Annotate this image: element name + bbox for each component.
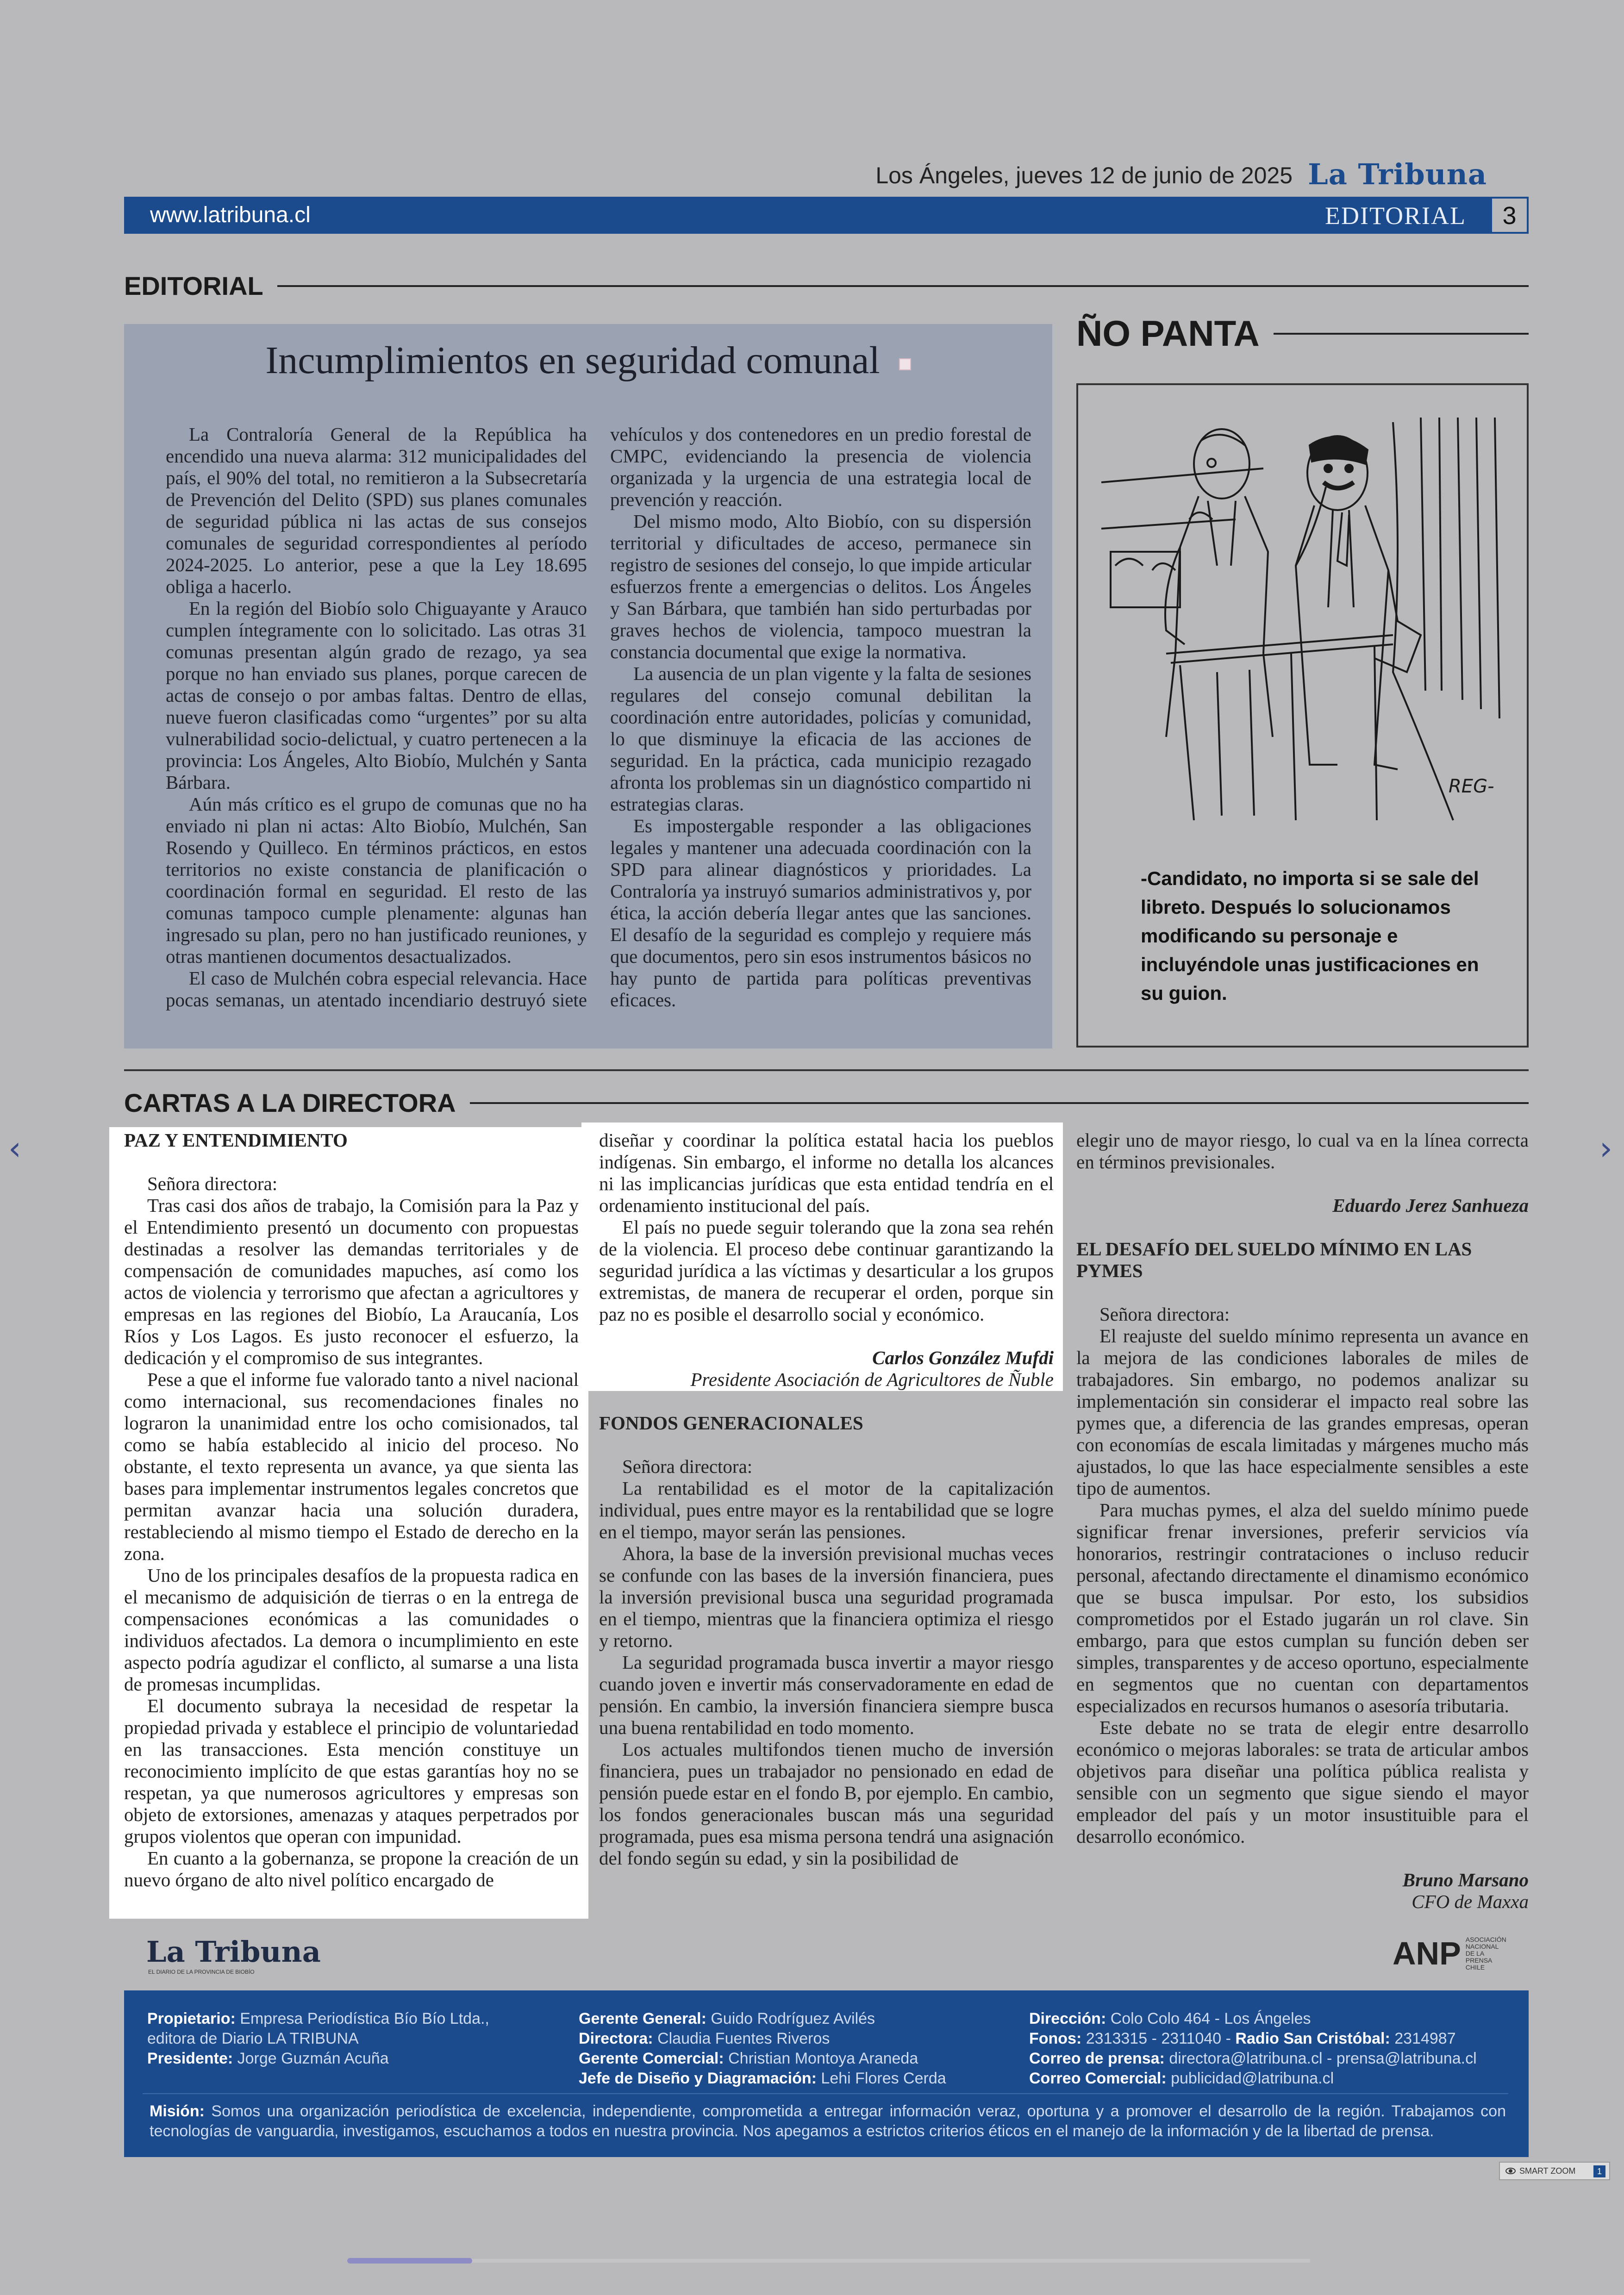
editorial-title-text: Incumplimientos en seguridad comunal: [265, 339, 880, 382]
editorial-paragraph: En la región del Biobío solo Chiguayante y Arauco cumplen íntegramente con lo solicitado. Las otras 31 comunas presentan algún grado de rezago, ya sea porque no han enviado sus planes, porque carecen de actas de consejo o por ambas faltas. Dentro de ellas, nueve fueron clasificadas como “urgentes” por su alta vulnerabilidad socio-delictual, y cuatro pertenecen a la provincia: Los Ángeles, Alto Biobío, Mulchén y Santa Bárbara.: [166, 598, 587, 793]
cartoon-section-head: [1076, 312, 1529, 355]
letter-paragraph: Tras casi dos años de trabajo, la Comisión para la Paz y el Entendimiento presentó un documento con propuestas destinadas a resolver las demandas territoriales y de compensación de comunidades mapuches, así como los actos de violencia y terrorismo que afectan a agricultores y empresas en las regiones del Biobío, La Araucanía, Los Ríos y Los Lagos. Es justo reconocer el esfuerzo, la dedicación y el compromiso de sus integrantes.: [124, 1195, 579, 1368]
editorial-paragraph: La ausencia de un plan vigente y la falta de sesiones regulares del consejo comunal debilitan la coordinación entre autoridades, policías y comunidad, lo que disminuye la eficacia de las acciones de seguridad. En la práctica, cada municipio rezagado afronta los problemas sin un diagnóstico compartido ni estrategias claras.: [610, 663, 1031, 815]
letter-paragraph: El país no puede seguir tolerando que la zona sea rehén de la violencia. El proceso debe continuar garantizando la seguridad jurídica a las víctimas y desarticular a los grupos extremistas, de manera de recuperar el orden, porque sin paz no es posible el desarrollo social y económico.: [599, 1216, 1054, 1325]
letter-paragraph: La seguridad programada busca invertir a mayor riesgo cuando joven e invertir más conservadoramente en edad de pensión. En cambio, la inversión financiera siempre busca una buena rentabilidad en todo momento.: [599, 1652, 1054, 1738]
date-line: Los Ángeles, jueves 12 de junio de 2025: [875, 162, 1293, 188]
imprint-label: Correo Comercial:: [1029, 2070, 1167, 2087]
section-rule: [470, 1102, 1529, 1104]
editorial-paragraph: El caso de Mulchén cobra especial relevancia. Hace pocas semanas, un atentado incendiario destruyó siete vehículos y dos contenedores en un predio forestal de CMPC, evidenciando la presencia de violencia organizada y la urgencia de una estrategia local de prevención y reacción.: [166, 424, 1031, 1010]
letter-paragraph: Pese a que el informe fue valorado tanto a nivel nacional como internacional, sus recomendaciones finales no lograron la unanimidad entre los ocho comisionados, tal como se había establecido al inicio del proceso. No obstante, el texto representa un avance, ya que sienta las bases para implementar instrumentos legales concretos que permitan avanzar hacia una solución duradera, restableciendo al mismo tiempo el Estado de derecho en la zona.: [124, 1369, 579, 1564]
imprint-footer: [124, 1990, 1529, 2157]
zoom-page-indicator: 1: [1593, 2165, 1605, 2177]
imprint-value: Empresa Periodística Bío Bío Ltda.,: [240, 2010, 489, 2027]
horizontal-scrollbar-thumb[interactable]: [347, 2258, 472, 2264]
smart-zoom-button[interactable]: [1499, 2162, 1610, 2180]
imprint-email[interactable]: directora@latribuna.cl - prensa@latribuna.cl: [1169, 2050, 1477, 2067]
horizontal-scrollbar-track[interactable]: [347, 2259, 1310, 2263]
imprint-value: Christian Montoya Araneda: [728, 2050, 918, 2067]
smart-zoom-label: SMART ZOOM: [1519, 2166, 1576, 2176]
cartoon-drawing: [1097, 413, 1509, 829]
imprint-label: Directora:: [579, 2030, 653, 2047]
letter-paragraph: En cuanto a la gobernanza, se propone la creación de un nuevo órgano de alto nivel político encargado de: [124, 1847, 579, 1890]
letter-paragraph: El documento subraya la necesidad de respetar la propiedad privada y establece el principio de voluntariedad en las transacciones. Esta mención constituye un reconocimiento implícito de que estas garantías hoy no se respetan, ya que numerosos agricultores y empresas son objeto de extorsiones, amenazas y ataques perpetrados por grupos violentos que operan con impunidad.: [124, 1695, 579, 1847]
footer-divider: [143, 2093, 1508, 2094]
editorial-section-head: [124, 271, 1529, 301]
letter-title: PAZ Y ENTENDIMIENTO: [124, 1129, 348, 1151]
letter-paragraph: El reajuste del sueldo mínimo representa un avance en la mejora de las condiciones laborales de miles de trabajadores. Sin embargo, no podemos analizar su implementación sin considerar el impacto real sobre las pymes que, a diferencia de las grandes empresas, operan con economías de escala limitadas y márgenes mucho más ajustados, lo que las hace especialmente sensibles a este tipo de aumentos.: [1076, 1325, 1529, 1499]
mission-text: Somos una organización periodística de excelencia, independiente, comprometida a entregar información veraz, oportuna y a promover el desarrollo de la región. Trabajamos con tecnologías de vanguardia, investigamos, escuchamos a todos en nuestra provincia. Nos apegamos a estrictos criterios éticos en el manejo de la información y de la libertad de prensa.: [150, 2102, 1506, 2140]
imprint-value: Jorge Guzmán Acuña: [237, 2050, 389, 2067]
pin-icon[interactable]: [899, 358, 911, 370]
letter-column-2: [599, 1129, 1054, 1869]
imprint-label: Radio San Cristóbal:: [1235, 2030, 1390, 2047]
letter-paragraph: diseñar y coordinar la política estatal hacia los pueblos indígenas. Sin embargo, el informe no detalla los alcances ni las implicancias jurídicas que esta entidad tendría en el ordenamiento institucional del país.: [599, 1129, 1054, 1216]
editorial-paragraph: La Contraloría General de la República ha encendido una nueva alarma: 312 municipalidades del país, el 90% del total, no remitieron a la Subsecretaría de Prevención del Delito (SPD) sus planes comunales de seguridad pública ni las actas de sus consejos comunales de seguridad correspondientes al período 2024-2025. Lo anterior, pese a que la Ley 18.695 obliga a hacerlo.: [166, 424, 587, 597]
letter-paz: [124, 1129, 579, 1891]
letter-signature: Eduardo Jerez Sanhueza: [1332, 1195, 1529, 1216]
letter-paragraph: Ahora, la base de la inversión previsional muchas veces se confunde con las bases de la inversión financiera, pues la inversión previsional busca una seguridad programada en el tiempo, mientras que la financiera optimiza el riesgo y retorno.: [599, 1543, 1054, 1651]
letters-section-head: [124, 1088, 1529, 1118]
letter-paragraph: La rentabilidad es el motor de la capitalización individual, pues entre mayor es la rentabilidad que se logre en el tiempo, mayor serán las pensiones.: [599, 1478, 1054, 1542]
section-rule: [277, 285, 1529, 287]
letter-signer-role: CFO de Maxxa: [1412, 1891, 1529, 1912]
letter-signer-role: Presidente Asociación de Agricultores de Ñuble: [690, 1369, 1054, 1390]
letter-signature: Bruno Marsano: [1402, 1869, 1529, 1890]
mission-statement: [150, 2102, 1506, 2141]
editorial-paragraph: Es impostergable responder a las obligaciones legales y mantener una adecuada coordinación con la SPD para alinear diagnósticos y prioridades. La Contraloría ya instruyó sumarios administrativos y, por ética, la acción debería llegar antes que las sanciones. El desafío de la seguridad es complejo y requiere más que documentos, pero sin esos instrumentos básicos no hay punto de partida para políticas preventivas eficaces.: [610, 815, 1031, 1010]
editorial-paragraph: Del mismo modo, Alto Biobío, con su dispersión territorial y dificultades de acceso, permanece sin registro de sesiones del consejo, lo que impide articular esfuerzos frente a emergencias o delitos. Los Ángeles y San Bárbara, que también han sido perturbadas por graves hechos de violencia, tampoco muestran la constancia documental que exige la normativa.: [610, 511, 1031, 662]
imprint-label: Jefe de Diseño y Diagramación:: [579, 2070, 817, 2087]
imprint-value: editora de Diario LA TRIBUNA: [147, 2030, 359, 2047]
letter-paragraph: elegir uno de mayor riesgo, lo cual va en la línea correcta en términos previsionales.: [1076, 1129, 1529, 1172]
site-url[interactable]: www.latribuna.cl: [150, 203, 311, 227]
anp-text: ASOCIACIÓN NACIONAL DE LA PRENSA CHILE: [1465, 1935, 1506, 1971]
imprint-email[interactable]: publicidad@latribuna.cl: [1171, 2070, 1334, 2087]
letter-paragraph: Para muchas pymes, el alza del sueldo mínimo puede significar frenar inversiones, preferir servicios vía honorarios, restringir contrataciones o incluso reducir personal, afectando directamente el dinamismo económico que se busca impulsar. Por esto, los subsidios comprometidos por el Estado jugarán un rol clave. Sin embargo, para que estos cumplan su función deben ser simples, transparentes y de acceso oportuno, especialmente en segmentos que no cuentan con departamentos especializados en recursos humanos o asesoría tributaria.: [1076, 1499, 1529, 1716]
letter-paragraph: Este debate no se trata de elegir entre desarrollo económico o mejoras laborales: se trata de articular ambos objetivos para diseñar una política pública realista y sensible con un segmento que sigue siendo el mayor empleador del país y un motor insustituible para el desarrollo económico.: [1076, 1717, 1529, 1847]
letter-title: FONDOS GENERACIONALES: [599, 1412, 863, 1434]
anp-mark: ANP: [1393, 1935, 1461, 1971]
imprint-column-2: [579, 2009, 1018, 2089]
letter-paragraph: Los actuales multifondos tienen mucho de inversión financiera, pues un trabajador no pensionado en edad de pensión puede estar en el fondo B, por ejemplo. En cambio, los fondos generacionales buscan más una seguridad programada, pues esa misma persona tendrá una asignación del fondo según su edad, y sin la posibilidad de: [599, 1739, 1054, 1869]
letter-greeting: Señora directora:: [622, 1456, 753, 1477]
imprint-value: 2314987: [1394, 2030, 1456, 2047]
letter-column-3: [1076, 1129, 1529, 1913]
cartoon-signature: REG-: [1449, 776, 1494, 797]
footer-logo: La Tribuna: [146, 1935, 321, 1969]
imprint-value: Guido Rodríguez Avilés: [711, 2010, 875, 2027]
anp-logo: [1393, 1935, 1507, 1972]
imprint-value: Lehi Flores Cerda: [821, 2070, 946, 2087]
imprint-value: Claudia Fuentes Riveros: [657, 2030, 830, 2047]
cartoon-section-label: ÑO PANTA: [1076, 313, 1260, 354]
letter-greeting: Señora directora:: [147, 1173, 278, 1194]
newspaper-page: [124, 157, 1529, 2157]
editorial-title: [124, 338, 1052, 383]
masthead-logo: La Tribuna: [1308, 157, 1487, 191]
eye-icon: [1505, 2168, 1516, 2174]
imprint-column-1: [147, 2009, 555, 2069]
imprint-label: Correo de prensa:: [1029, 2050, 1165, 2067]
imprint-label: Dirección:: [1029, 2010, 1106, 2027]
page-number: 3: [1492, 197, 1529, 234]
prev-page-arrow[interactable]: ‹: [8, 1129, 21, 1167]
editorial-body: [166, 424, 1031, 1039]
footer-logo-tagline: EL DIARIO DE LA PROVINCIA DE BIOBÍO: [148, 1969, 255, 1975]
section-name: EDITORIAL: [1325, 202, 1466, 230]
letter-paragraph: Uno de los principales desafíos de la propuesta radica en el mecanismo de adquisición de tierras o en la entrega de compensaciones económicas a las comunidades o individuos afectados. La demora o incumplimiento en este aspecto podría agudizar el conflicto, al sumarse a una lista de promesas incumplidas.: [124, 1565, 579, 1695]
imprint-value: Colo Colo 464 - Los Ángeles: [1110, 2010, 1311, 2027]
section-banner: [124, 197, 1492, 234]
editorial-box: [124, 324, 1052, 1048]
editorial-paragraph: Aún más crítico es el grupo de comunas que no ha enviado ni plan ni actas: Alto Biobío, Mulchén, San Rosendo y Quilleco. En términos prácticos, en estos territorios no existe constancia de planificación o coordinación formal en seguridad. El resto de las comunas tampoco cumple plenamente: algunas han ingresado su plan, pero no han justificado reuniones, y otras mantienen documentos desactualizados.: [166, 793, 587, 967]
letters-section-label: CARTAS A LA DIRECTORA: [124, 1088, 456, 1117]
imprint-label: Fonos:: [1029, 2030, 1082, 2047]
imprint-label: Gerente Comercial:: [579, 2050, 724, 2067]
next-page-arrow[interactable]: ›: [1599, 1129, 1612, 1167]
mission-label: Misión:: [150, 2102, 205, 2120]
letter-signature: Carlos González Mufdi: [872, 1347, 1054, 1368]
editorial-section-label: EDITORIAL: [124, 271, 263, 300]
imprint-label: Propietario:: [147, 2010, 236, 2027]
imprint-value: 2313315 - 2311040 -: [1086, 2030, 1231, 2047]
imprint-column-3: [1029, 2009, 1515, 2089]
imprint-label: Presidente:: [147, 2050, 233, 2067]
letter-greeting: Señora directora:: [1099, 1303, 1230, 1325]
section-rule: [1274, 333, 1529, 335]
section-divider: [124, 1069, 1529, 1071]
letter-title: EL DESAFÍO DEL SUELDO MÍNIMO EN LAS PYMES: [1076, 1238, 1472, 1281]
cartoon-panel: [1076, 383, 1529, 1048]
imprint-label: Gerente General:: [579, 2010, 706, 2027]
cartoon-caption: -Candidato, no importa si se sale del libreto. Después lo solucionamos modificando su personaje e incluyéndole unas justificaciones en su guion.: [1141, 867, 1479, 1004]
